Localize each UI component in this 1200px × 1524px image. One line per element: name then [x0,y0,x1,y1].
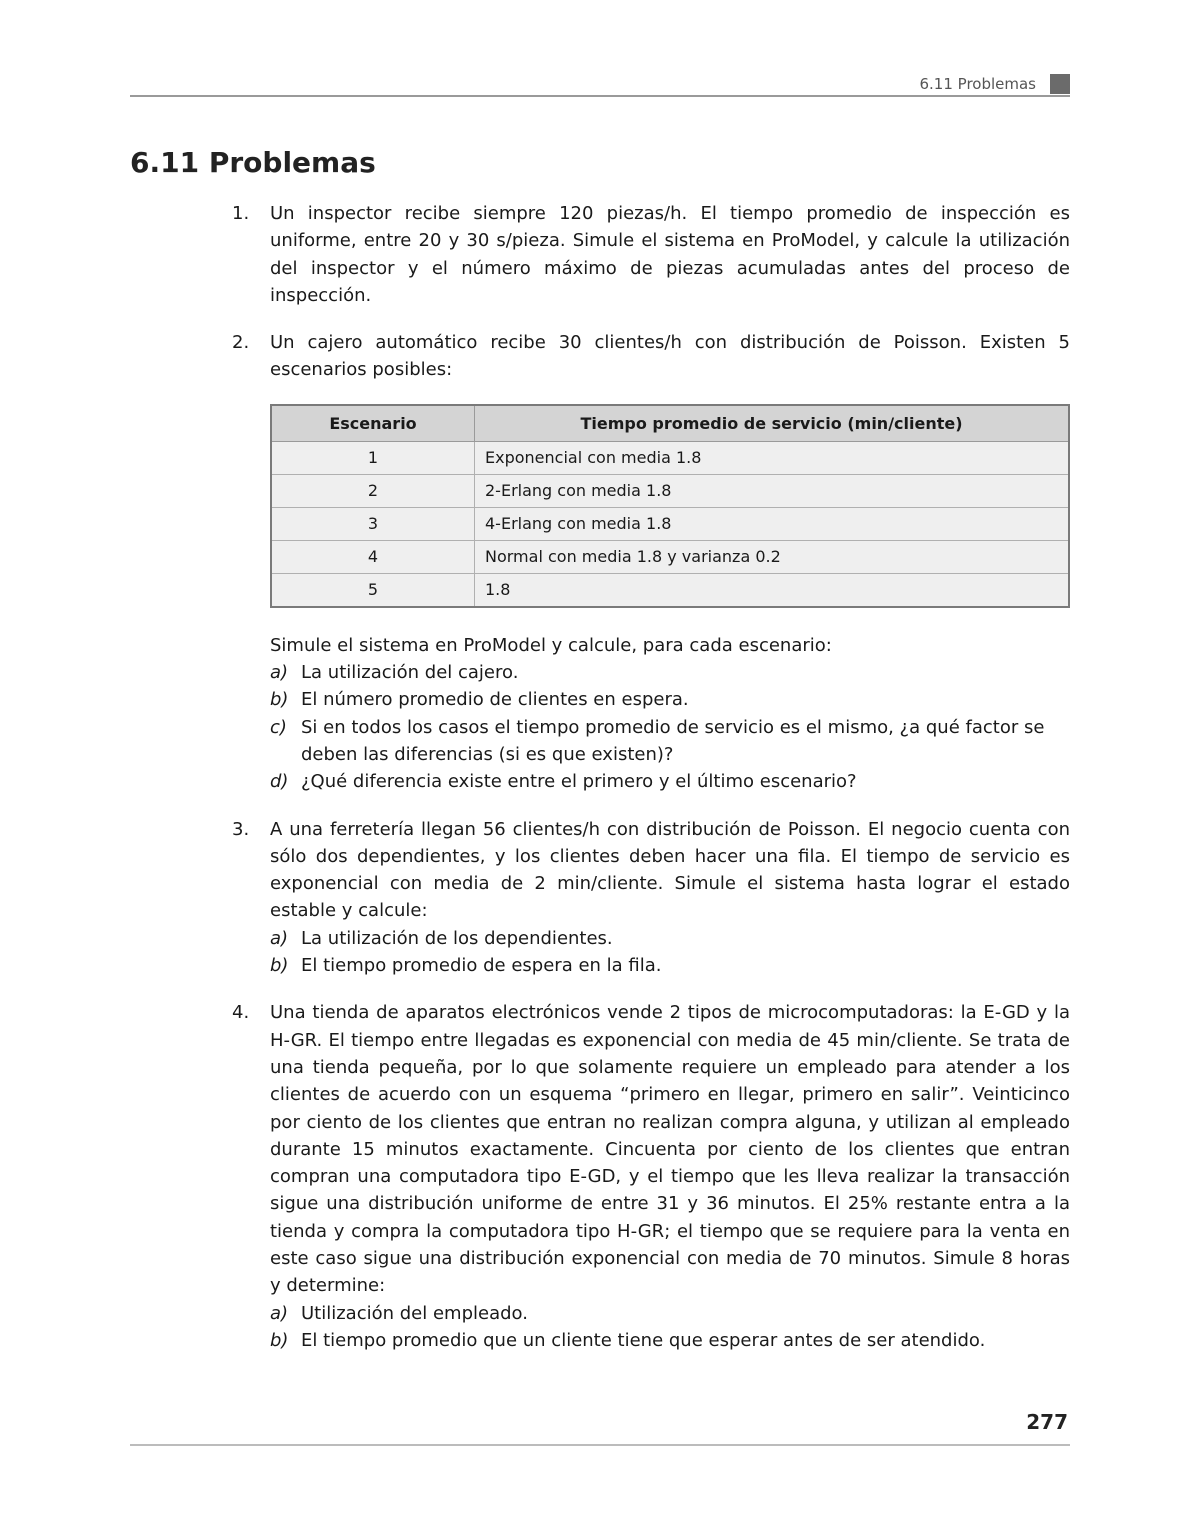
sub-item-a [270,1300,1070,1327]
problem-number: 3. [232,818,250,840]
running-head-square-icon [1050,74,1070,94]
service-time-cell: Exponencial con media 1.8 [475,441,1070,474]
problem-1 [232,200,1070,309]
scenario-cell: 4 [271,540,475,573]
service-time-cell: 1.8 [475,573,1070,607]
table-header-row [271,405,1069,442]
sub-item-text: El tiempo promedio que un cliente tiene que esperar antes de ser atendido. [301,1329,986,1351]
running-head-text: 6.11 Problemas [919,75,1036,93]
bottom-rule [130,1444,1070,1446]
problem-body [270,816,1070,980]
problem-number: 1. [232,203,250,224]
problem-list [232,200,1070,1374]
table-row [271,441,1069,474]
problem-number: 2. [232,332,250,354]
scenario-cell: 2 [271,474,475,507]
sub-item-text: El tiempo promedio de espera en la fila. [301,955,662,977]
problem-body [270,329,1070,795]
table-row [271,540,1069,573]
problem-4 [232,999,1070,1354]
sub-item-letter: b) [270,1329,289,1351]
sub-item-text: La utilización de los dependientes. [301,927,613,949]
problem-2 [232,329,1070,795]
table-row [271,573,1069,607]
column-header-service-time: Tiempo promedio de servicio (min/cliente) [475,405,1070,442]
problem-followup-text: Simule el sistema en ProModel y calcule, para cada escenario: [270,634,832,656]
sub-item-a [270,659,1070,686]
section-title: 6.11 Problemas [130,146,376,179]
table-row [271,474,1069,507]
sub-item-b [270,686,1070,713]
scenario-cell: 3 [271,507,475,540]
problem-body [270,999,1070,1354]
sub-item-text: El número promedio de clientes en espera. [301,689,689,711]
sub-item-text: La utilización del cajero. [301,662,519,684]
problem-body [270,200,1070,309]
sub-item-a [270,925,1070,952]
sub-item-b [270,1327,1070,1354]
sub-item-text: Si en todos los casos el tiempo promedio de servicio es el mismo, ¿a qué factor se deben las diferencias (si es que existen)? [301,716,1045,765]
sub-item-letter: d) [270,771,289,793]
problem-text: Un cajero automático recibe 30 clientes/h con distribución de Poisson. Existen 5 escenarios posibles: [270,332,1070,381]
sub-item-text: Utilización del empleado. [301,1302,528,1324]
scenario-cell: 5 [271,573,475,607]
sub-item-letter: a) [270,662,289,684]
service-time-cell: Normal con media 1.8 y varianza 0.2 [475,540,1070,573]
sub-item-letter: b) [270,955,289,977]
scenario-cell: 1 [271,441,475,474]
problem-number: 4. [232,1002,250,1024]
service-time-cell: 4-Erlang con media 1.8 [475,507,1070,540]
sub-item-text: ¿Qué diferencia existe entre el primero y el último escenario? [301,771,857,793]
table-row [271,507,1069,540]
sub-item-letter: a) [270,927,289,949]
sub-item-b [270,952,1070,979]
running-head [920,74,1071,94]
problem-text: Un inspector recibe siempre 120 piezas/h. El tiempo promedio de inspección es uniforme, entre 20 y 30 s/pieza. Simule el sistema en ProModel, y calcule la utilización del inspector y el número máximo de piezas acumuladas antes del proceso de inspección. [270,203,1070,306]
problem-text: A una ferretería llegan 56 clientes/h con distribución de Poisson. El negocio cuenta con sólo dos dependientes, y los clientes deben hacer una fila. El tiempo de servicio es exponencial con media de 2 min/cliente. Simule el sistema hasta lograr el estado estable y calcule: [270,818,1070,922]
sub-item-c [270,714,1070,769]
problem-3 [232,816,1070,980]
page-number: 277 [1026,1410,1068,1434]
service-time-cell: 2-Erlang con media 1.8 [475,474,1070,507]
scenario-table [270,404,1070,608]
sub-item-d [270,768,1070,795]
top-rule [130,95,1070,97]
sub-item-letter: c) [270,716,287,738]
sub-item-letter: b) [270,689,289,711]
column-header-scenario: Escenario [271,405,475,442]
problem-text: Una tienda de aparatos electrónicos vende 2 tipos de microcomputadoras: la E-GD y la H-GR. El tiempo entre llegadas es exponencial con media de 45 min/cliente. Se trata de una tienda pequeña, por lo que solamente requiere un empleado para atender a los clientes de acuerdo con un esquema “primero en llegar, primero en salir”. Veinticinco por ciento de los clientes que entran no realizan compra alguna, y utilizan al empleado durante 15 minutos exactamente. Cincuenta por ciento de los clientes que entran compran una computadora tipo E-GD, y el tiempo que les lleva realizar la transacción sigue una distribución uniforme de entre 31 y 36 minutos. El 25% restante entra a la tienda y compra la computadora tipo H-GR; el tiempo que se requiere para la venta en este caso sigue una distribución exponencial con media de 70 minutos. Simule 8 horas y determine: [270,1002,1070,1297]
sub-item-letter: a) [270,1302,289,1324]
